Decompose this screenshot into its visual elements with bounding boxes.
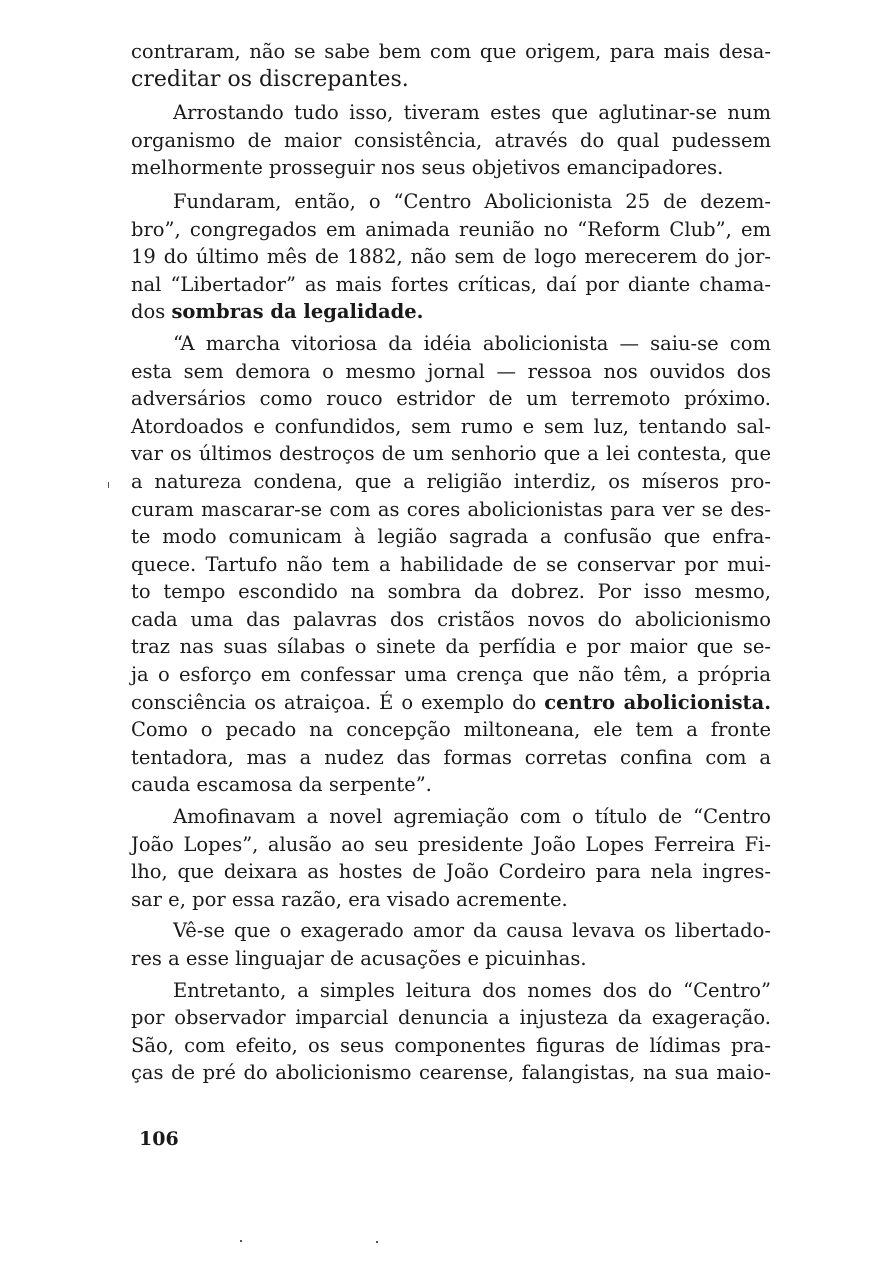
paragraph-3 bbox=[131, 188, 771, 326]
text-fragment: dos bbox=[131, 300, 172, 324]
text-line: organismo de maior consistência, através do qual pudessem bbox=[131, 128, 771, 152]
text-line bbox=[131, 298, 771, 326]
text-line: Como o pecado na concepção miltoneana, ele tem a fronte bbox=[131, 718, 771, 742]
text-line: quece. Tartufo não tem a habilidade de se conservar por mui- bbox=[131, 552, 771, 576]
text-line: por observador imparcial denuncia a injusteza da exageração. bbox=[131, 1006, 771, 1030]
paragraph-4-quote bbox=[131, 330, 771, 799]
scan-speck bbox=[376, 1241, 378, 1243]
text-line: lho, que deixara as hostes de João Cordeiro para nela ingres- bbox=[131, 860, 771, 884]
text-line: 19 do último mês de 1882, não sem de logo merecerem do jor- bbox=[131, 245, 771, 269]
text-line: “A marcha vitoriosa da idéia abolicionista — saiu-se com bbox=[173, 331, 771, 355]
text-line: res a esse linguajar de acusações e picuinhas. bbox=[131, 947, 587, 970]
text-line: Entretanto, a simples leitura dos nomes dos do “Centro” bbox=[173, 978, 771, 1002]
paragraph-1 bbox=[131, 38, 771, 93]
text-line: ças de pré do abolicionismo cearense, falangistas, na sua maio- bbox=[131, 1061, 771, 1085]
text-line: Arrostando tudo isso, tiveram estes que aglutinar-se num bbox=[173, 101, 771, 125]
page-number: 106 bbox=[139, 1128, 179, 1150]
text-line: Amofinavam a novel agremiação com o título de “Centro bbox=[173, 805, 771, 829]
text-line: esta sem demora o mesmo jornal — ressoa nos ouvidos dos bbox=[131, 359, 771, 383]
text-line: Fundaram, então, o “Centro Abolicionista 25 de dezem- bbox=[173, 189, 771, 213]
text-line: te modo comunicam à legião sagrada a confusão que enfra- bbox=[131, 525, 771, 549]
scan-speck bbox=[108, 482, 109, 488]
text-line: adversários como rouco estridor de um terremoto próximo. bbox=[131, 387, 771, 411]
text-line: cauda escamosa da serpente”. bbox=[131, 773, 432, 797]
text-line: cada uma das palavras dos cristãos novos do abolicionismo bbox=[131, 607, 771, 631]
paragraph-5 bbox=[131, 803, 771, 913]
text-line: nal “Libertador” as mais fortes críticas, daí por diante chama- bbox=[131, 272, 771, 296]
paragraph-7 bbox=[131, 977, 771, 1087]
text-line: tentadora, mas a nudez das formas corretas confina com a bbox=[131, 745, 771, 769]
paragraph-2 bbox=[131, 99, 771, 182]
text-line: sar e, por essa razão, era visado acremente. bbox=[131, 887, 568, 911]
text-line: traz nas suas sílabas o sinete da perfídia e por maior que se- bbox=[131, 635, 771, 659]
text-line: creditar os discrepantes. bbox=[131, 66, 409, 92]
text-line: João Lopes”, alusão ao seu presidente João Lopes Ferreira Fi- bbox=[131, 832, 771, 856]
scan-speck bbox=[240, 1240, 242, 1242]
text-line: a natureza condena, que a religião interdiz, os míseros pro- bbox=[131, 469, 771, 493]
text-line: bro”, congregados em animada reunião no “Reform Club”, em bbox=[131, 217, 771, 241]
paragraph-6 bbox=[131, 917, 771, 972]
text-fragment: consciência os atraiçoa. É o exemplo do bbox=[131, 690, 545, 714]
text-line: contraram, não se sabe bem com que origem, para mais desa- bbox=[131, 40, 771, 63]
text-line: Atordoados e confundidos, sem rumo e sem luz, tentando sal- bbox=[131, 414, 771, 438]
text-line: ja o esforço em confessar uma crença que não têm, a própria bbox=[131, 663, 771, 687]
text-line: to tempo escondido na sombra da dobrez. Por isso mesmo, bbox=[131, 580, 771, 604]
text-line: curam mascarar-se com as cores abolicionistas para ver se des- bbox=[131, 497, 771, 521]
text-line: melhormente prosseguir nos seus objetivos emancipadores. bbox=[131, 156, 724, 180]
text-line: São, com efeito, os seus componentes figuras de lídimas pra- bbox=[131, 1033, 771, 1057]
text-line: Vê-se que o exagerado amor da causa levava os libertado- bbox=[173, 919, 771, 943]
text-line: var os últimos destroços de um senhorio que a lei contesta, que bbox=[131, 442, 771, 466]
bold-phrase: sombras da legalidade. bbox=[171, 300, 424, 324]
bold-phrase: centro abolicionista. bbox=[544, 690, 771, 714]
page-body bbox=[131, 38, 771, 1087]
text-line bbox=[131, 689, 771, 717]
